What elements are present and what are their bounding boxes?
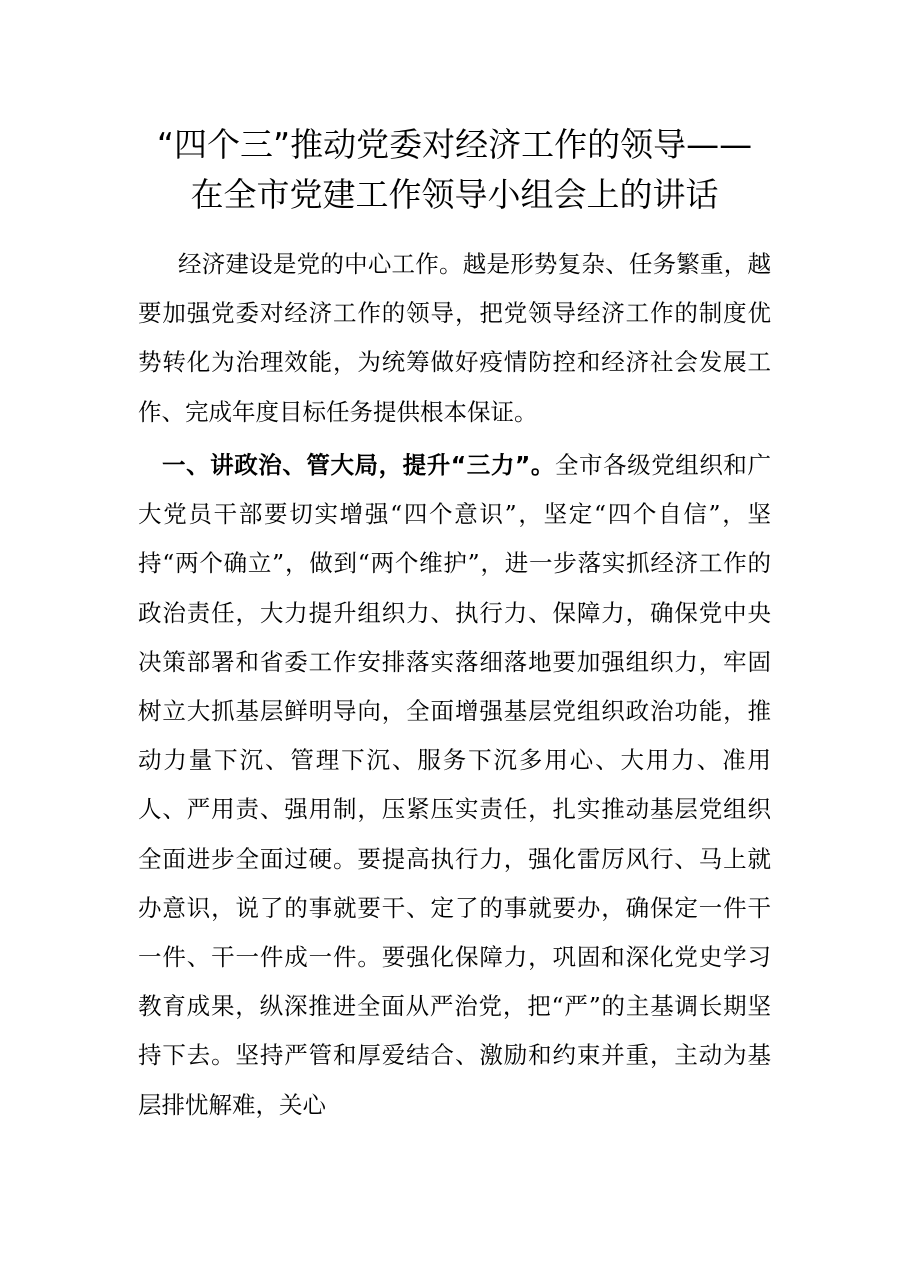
paragraph-intro xyxy=(138,240,771,437)
section-1-heading: 一、讲政治、管大局，提升“三力”。 xyxy=(162,451,555,479)
paragraph-section-1 xyxy=(138,441,771,1130)
document-title xyxy=(120,120,789,220)
section-1-text: 全市各级党组织和广大党员干部要切实增强“四个意识”，坚定“四个自信”，坚持“两个确立”，做到“两个维护”，进一步落实抓经济工作的政治责任，大力提升组织力、执行力、保障力，确保党中央决策部署和省委工作安排落实落细落地要加强组织力，牢固树立大抓基层鲜明导向，全面增强基层党组织政治功能，推动力量下沉、管理下沉、服务下沉多用心、大用力、准用人、严用责、强用制，压紧压实责任，扎实推动基层党组织全面进步全面过硬。要提高执行力，强化雷厉风行、马上就办意识，说了的事就要干、定了的事就要办，确保定一件干一件、干一件成一件。要强化保障力，巩固和深化党史学习教育成果，纵深推进全面从严治党，把“严”的主基调长期坚持下去。坚持严管和厚爱结合、激励和约束并重，主动为基层排忧解难，关心 xyxy=(138,451,771,1119)
title-line-1: “四个三”推动党委对经济工作的领导—— xyxy=(156,125,753,164)
paragraph-intro-text: 经济建设是党的中心工作。越是形势复杂、任务繁重，越要加强党委对经济工作的领导，把党领导经济工作的制度优势转化为治理效能，为统筹做好疫情防控和经济社会发展工作、完成年度目标任务提供根本保证。 xyxy=(138,250,771,426)
title-line-2: 在全市党建工作领导小组会上的讲话 xyxy=(190,175,719,214)
